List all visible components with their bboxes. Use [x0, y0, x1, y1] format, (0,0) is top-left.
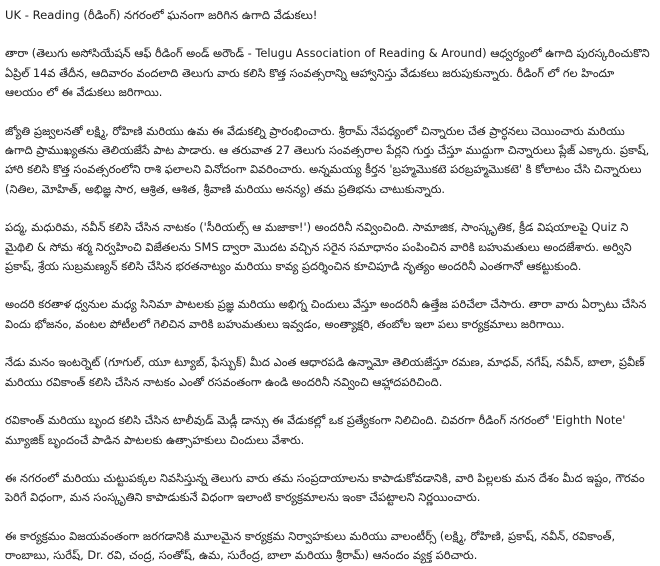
paragraph-drama-quiz: పద్మ, మధురిమ, నవీన్ కలిసి చేసిన నాటకం ('సీరియల్స్ ఆ మజాకా!') అందరినీ నవ్వించింది. సామాజిక, సాంస్కృతిక, క్రీడ విషయాలపై Quiz ని మైథిలి & సోమ శర్మ నిర్వహించి విజేతలను SMS ద్వారా మొదట వచ్చిన సరైన సమాధానం పంపించిన వారికి బహుమతులు అందజేశారు. అర్విని ప్రకాష్, శ్రేయ సుబ్రమణ్యన్ కలిసి చేసిన భరతనాట్యం మరియు కావ్య ప్రదర్శించిన కూచిపూడి నృత్యం అందరినీ ఎంతగానో ఆకట్టుకుంది.	[5, 220, 632, 274]
paragraph-program: జ్యోతి ప్రజ్వలనతో లక్ష్మి, రోహిణి మరియు ఉమ ఈ వేడుకల్ని ప్రారంభించారు. శ్రీరామ్ నేపధ్యంలో చిన్నారుల చేత ప్రార్ధనలు చెయించారు మరియు ఉగాది ప్రాముఖ్యతను తెలియజేసే పాట పాడారు. ఆ తరువాత 27 తెలుగు సంవత్సరాల పేర్లని గుర్తు చేస్తూ ముద్దుగా చిన్నారులు ప్లేజ్ ఎక్కారు. ప్రకాష్, హారి కలిసి కొత్త సంవత్సరంలోని రాశి ఫలాలని వినోదంగా వివరించారు. అన్నమయ్య కీర్తన 'బ్రహ్మమొకటె పరబ్రహ్మమొకటె' కి కోలాటం చేసి చిన్నారులు (నితిల, మోహిత్, అభిజ్ఞ సార, ఆశ్రిత, ఆశిత, శ్రీవాణి మరియు అనన్య) తమ ప్రతిభను చాటుకున్నారు.	[5, 123, 650, 196]
article-headline: UK - Reading (రీడింగ్) నగరంలో ఘనంగా జరిగిన ఉగాది వేడుకలు!	[5, 8, 318, 22]
paragraph-thanks: ఈ కార్యక్రమం విజయవంతంగా జరగడానికి మూలమైన కార్యక్రమ నిర్వాహకులు మరియు వాలంటీర్స్ (లక్ష్మి, రోహిణి, ప్రకాష్, నవీన్, రవికాంత్, రాంబాబు, సురేష్, Dr. రవి, చంద్ర, సంతోష్, ఉమ, సురేంద్ర, బాలా మరియు శ్రీరామ్) ఆనందం వ్యక్త పరిచారు.	[5, 528, 616, 563]
paragraph-intro: తారా (తెలుగు అసోసియేషన్ ఆఫ్ రీడింగ్ అండ్ అరౌండ్ - Telugu Association of Reading & Around) ఆధ్వర్యంలో ఉగాది పురస్కరించుకొని ఏప్రిల్ 14వ తేదీన, ఆదివారం వందలాది తెలుగు వారు కలిసి కొత్త సంవత్సరాన్ని ఆహ్వానిస్తు వేడుకలు జరుపుకున్నారు. రీడింగ్ లో గల హిందూ ఆలయం లో ఈ వేడుకలు జరిగాయి.	[5, 46, 650, 100]
paragraph-medley: రవికాంత్ మరియు బృంద కలిసి చేసిన టాలీవుడ్ మెడ్లీ డాన్సు ఈ వేడుకల్లో ఒక ప్రత్యేకంగా నిలిచింది. చివరగా రీడింగ్ నగరంలో 'Eighth Note' మ్యూజిక్ బృందంచే పాడిన పాటలకు ఉత్సాహకులు చిందులు వేశారు.	[5, 413, 626, 447]
paragraph-songs-dinner: అందరి కరతాళ ధ్వనుల మధ్య సినిమా పాటలకు ప్రజ్ఞ మరియు అభిగ్న చిందులు వేస్తూ అందరినీ ఉత్తేజ పరిచేలా చేసారు. తారా వారు ఏర్పాటు చేసిన విందు భోజనం, వంటల పోటీలలో గెలిచిన వారికి బహుమతులు ఇవ్వడం, అంత్యాక్షరి, తంబోల ఇలా పలు కార్యక్రమాలు జరిగాయి.	[5, 297, 647, 331]
paragraph-internet-skit: నేడు మనం ఇంటర్నెట్ (గూగుల్, యూ ట్యూబ్, ఫేస్బుక్) మీద ఎంత ఆధారపడి ఉన్నామో తెలియజేస్తూ రమణ, మాధవ్, నగేష్, నవీన్, బాలా, ప్రవీణ్ మరియు రవికాంత్ కలిసి చేసిన నాటకం ఎంతో రసవంతంగా ఉండి అందరినీ నవ్వించి ఆహ్లాదపరిచింది.	[5, 355, 645, 389]
paragraph-traditions: ఈ నగరంలో మరియు చుట్టుపక్కల నివసిస్తున్న తెలుగు వారు తమ సంప్రదాయాలను కాపాడుకోవడానికి, వారి పిల్లలకు మన దేశం మీద ఇష్టం, గౌరవం పెరిగే విధంగా, మన సంస్కృతిని కాపాడుకునే విధంగా ఇలాంటి కార్యక్రమాలను ఇంకా చేపట్టాలని నిర్ణయించారు.	[5, 470, 645, 505]
